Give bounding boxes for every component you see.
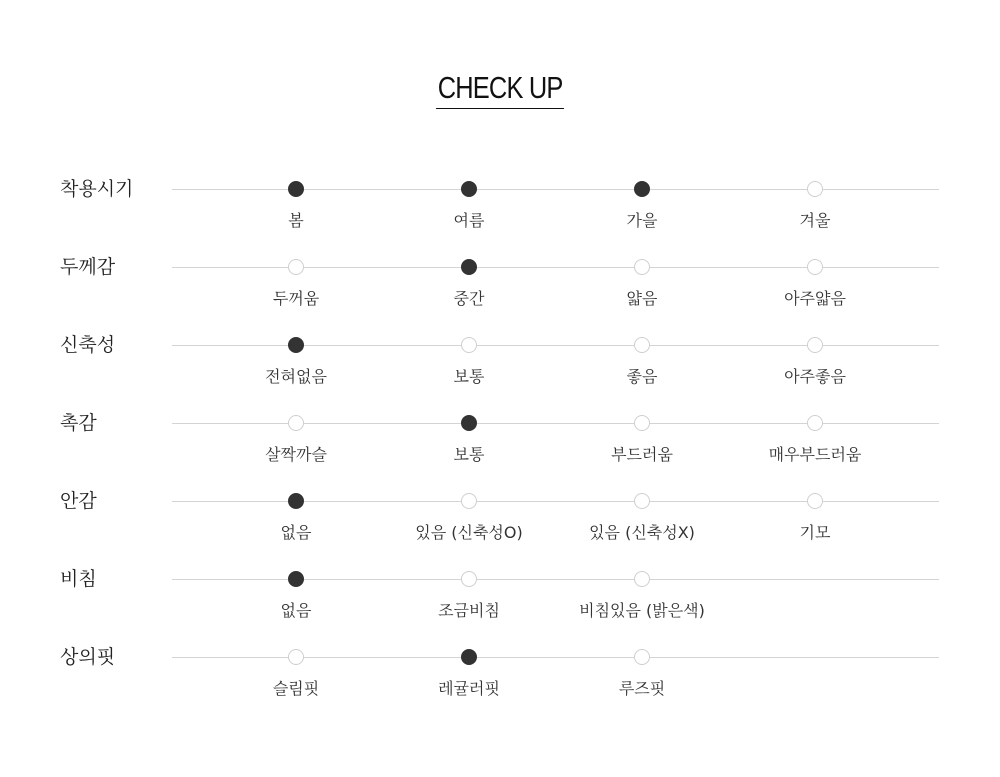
option-label: 없음	[280, 601, 312, 620]
radio-dot-filled	[461, 259, 477, 275]
option-label: 봄	[288, 211, 304, 230]
radio-dot-filled	[461, 181, 477, 197]
radio-dot-empty	[634, 649, 650, 665]
checkup-row	[0, 256, 1000, 327]
radio-dot-empty	[461, 571, 477, 587]
option-label: 가을	[626, 211, 658, 230]
radio-dot-filled	[461, 649, 477, 665]
radio-dot-empty	[807, 493, 823, 509]
radio-dot-empty	[807, 337, 823, 353]
option-label: 레귤러핏	[438, 679, 500, 698]
radio-dot-empty	[288, 415, 304, 431]
checkup-row	[0, 412, 1000, 483]
radio-dot-filled	[461, 415, 477, 431]
radio-dot-empty	[807, 259, 823, 275]
option-label: 보통	[453, 445, 485, 464]
row-label: 신축성	[60, 334, 116, 356]
checkup-row	[0, 568, 1000, 639]
option-label: 중간	[453, 289, 485, 308]
checkup-row	[0, 334, 1000, 405]
radio-dot-empty	[461, 493, 477, 509]
option-label: 있음 (신축성O)	[415, 523, 523, 542]
option-label: 없음	[280, 523, 312, 542]
radio-dot-filled	[288, 571, 304, 587]
checkup-row	[0, 490, 1000, 561]
row-label: 비침	[60, 568, 97, 590]
checkup-row	[0, 646, 1000, 717]
row-label: 안감	[60, 490, 97, 512]
row-label: 상의핏	[60, 646, 116, 668]
radio-dot-empty	[288, 259, 304, 275]
radio-dot-empty	[807, 181, 823, 197]
row-label: 착용시기	[60, 178, 134, 200]
radio-dot-filled	[634, 181, 650, 197]
radio-dot-empty	[634, 493, 650, 509]
option-label: 조금비침	[438, 601, 500, 620]
page-title: CHECK UP	[436, 70, 564, 109]
checkup-row	[0, 178, 1000, 249]
option-label: 슬림핏	[272, 679, 320, 698]
radio-dot-empty	[634, 337, 650, 353]
option-label: 전혀없음	[265, 367, 327, 386]
option-label: 매우부드러움	[768, 445, 862, 464]
option-label: 살짝까슬	[265, 445, 327, 464]
option-label: 좋음	[626, 367, 658, 386]
option-label: 있음 (신축성X)	[589, 523, 695, 542]
row-label: 두께감	[60, 256, 116, 278]
radio-dot-empty	[461, 337, 477, 353]
option-label: 두꺼움	[272, 289, 320, 308]
option-label: 비침있음 (밝은색)	[579, 601, 705, 620]
option-label: 보통	[453, 367, 485, 386]
checkup-title-wrap	[0, 70, 1000, 109]
option-label: 겨울	[799, 211, 831, 230]
radio-dot-empty	[634, 415, 650, 431]
radio-dot-filled	[288, 337, 304, 353]
radio-dot-empty	[807, 415, 823, 431]
radio-dot-empty	[288, 649, 304, 665]
option-label: 루즈핏	[618, 679, 666, 698]
row-label: 촉감	[60, 412, 97, 434]
radio-dot-empty	[634, 571, 650, 587]
option-label: 아주얇음	[784, 289, 846, 308]
radio-dot-empty	[634, 259, 650, 275]
radio-dot-filled	[288, 181, 304, 197]
option-label: 부드러움	[611, 445, 673, 464]
option-label: 아주좋음	[784, 367, 846, 386]
option-label: 기모	[799, 523, 831, 542]
option-label: 여름	[453, 211, 485, 230]
radio-dot-filled	[288, 493, 304, 509]
option-label: 얇음	[626, 289, 658, 308]
